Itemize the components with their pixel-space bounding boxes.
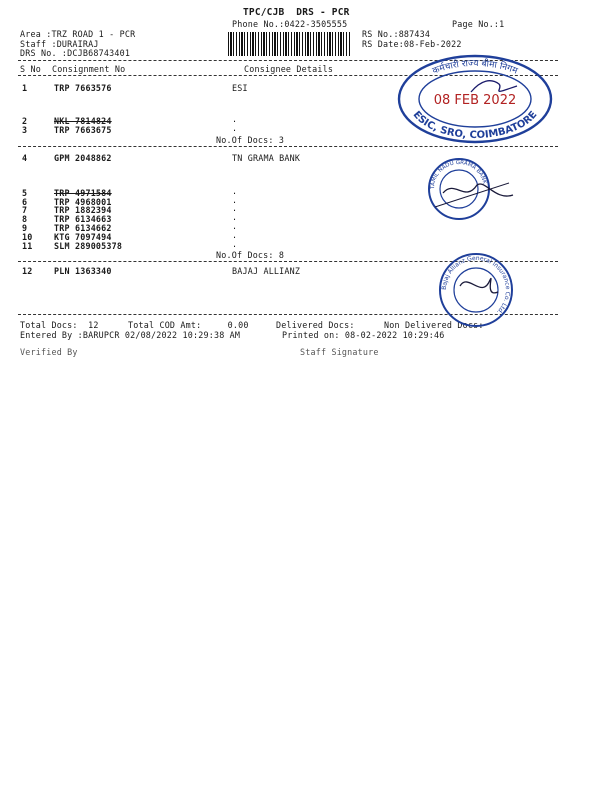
row-11-sno: 11	[22, 241, 33, 251]
page-number: Page No.:1	[452, 19, 505, 29]
esic-stamp	[395, 52, 560, 147]
row-3-consignment: TRP 7663675	[54, 125, 112, 135]
row-4-consignment: GPM 2048862	[54, 153, 112, 163]
row-7-consignment: TRP 1882394	[54, 205, 112, 215]
row-8-sno: 8	[22, 214, 28, 224]
staff-signature-label: Staff Signature	[300, 347, 379, 357]
entered-by: Entered By :BARUPCR 02/08/2022 10:29:38 AM	[20, 330, 241, 340]
row-2-dot: .	[232, 114, 238, 124]
consignee-tn-grama-bank: TN GRAMA BANK	[232, 153, 301, 163]
area-field: Area :TRZ ROAD 1 - PCR	[20, 29, 136, 39]
row-12-sno: 12	[22, 266, 33, 276]
row-1-sno: 1	[22, 83, 28, 93]
svg-text:ESIC, SRO, COIMBATORE: ESIC, SRO, COIMBATORE	[410, 109, 540, 142]
row-7-dot: .	[232, 203, 238, 213]
row-11-consignment: SLM 289005378	[54, 241, 123, 251]
column-header-consignee: Consignee Details	[244, 64, 334, 74]
bajaj-stamp	[432, 250, 527, 330]
row-11-dot: .	[232, 239, 238, 249]
row-9-sno: 9	[22, 223, 28, 233]
row-10-dot: .	[232, 230, 238, 240]
row-8-consignment: TRP 6134663	[54, 214, 112, 224]
row-2-sno: 2	[22, 116, 28, 126]
row-6-sno: 6	[22, 197, 28, 207]
svg-text:Bajaj Allianz General Insuranc: Bajaj Allianz General Insurance Co. Ltd.	[440, 254, 512, 316]
page-title: TPC/CJB DRS - PCR	[243, 7, 350, 18]
rs-number: RS No.:887434	[362, 29, 431, 39]
total-cod-amount: Total COD Amt: 0.00	[128, 320, 249, 330]
bank-stamp	[425, 155, 520, 225]
row-12-consignment: PLN 1363340	[54, 266, 112, 276]
group-2-doc-count: No.Of Docs: 8	[216, 250, 285, 260]
row-2-consignment: NKL 7814824	[54, 116, 112, 126]
non-delivered-docs: Non Delivered Docs:	[384, 320, 484, 330]
column-header-sno: S No	[20, 64, 41, 74]
total-docs: Total Docs: 12	[20, 320, 99, 330]
row-9-dot: .	[232, 221, 238, 231]
row-9-consignment: TRP 6134662	[54, 223, 112, 233]
row-3-sno: 3	[22, 125, 28, 135]
rs-date: RS Date:08-Feb-2022	[362, 39, 462, 49]
staff-field: Staff :DURAIRAJ	[20, 39, 99, 49]
consignee-bajaj-allianz: BAJAJ ALLIANZ	[232, 266, 301, 276]
svg-text:TAMIL NADU GRAMA BANK: TAMIL NADU GRAMA BANK	[429, 159, 488, 190]
printed-on: Printed on: 08-02-2022 10:29:46	[282, 330, 445, 340]
svg-text:कर्मचारी राज्य बीमा निगम: कर्मचारी राज्य बीमा निगम	[431, 58, 519, 77]
row-10-consignment: KTG 7097494	[54, 232, 112, 242]
drs-number: DRS No. :DCJB68743401	[20, 48, 131, 58]
row-5-sno: 5	[22, 188, 28, 198]
delivered-docs: Delivered Docs:	[276, 320, 355, 330]
row-3-dot: .	[232, 123, 238, 133]
row-5-consignment: TRP 4971584	[54, 188, 112, 198]
row-7-sno: 7	[22, 205, 28, 215]
consignee-esi: ESI	[232, 83, 248, 93]
row-6-dot: .	[232, 195, 238, 205]
row-8-dot: .	[232, 212, 238, 222]
group-1-doc-count: No.Of Docs: 3	[216, 135, 285, 145]
verified-by-label: Verified By	[20, 347, 78, 357]
row-6-consignment: TRP 4968001	[54, 197, 112, 207]
column-header-consignment: Consignment No	[52, 64, 126, 74]
row-4-sno: 4	[22, 153, 28, 163]
barcode	[228, 32, 350, 56]
row-1-consignment: TRP 7663576	[54, 83, 112, 93]
row-5-dot: .	[232, 186, 238, 196]
esic-stamp-date: 08 FEB 2022	[433, 93, 517, 108]
phone-number: Phone No.:0422-3505555	[232, 19, 348, 29]
row-10-sno: 10	[22, 232, 33, 242]
